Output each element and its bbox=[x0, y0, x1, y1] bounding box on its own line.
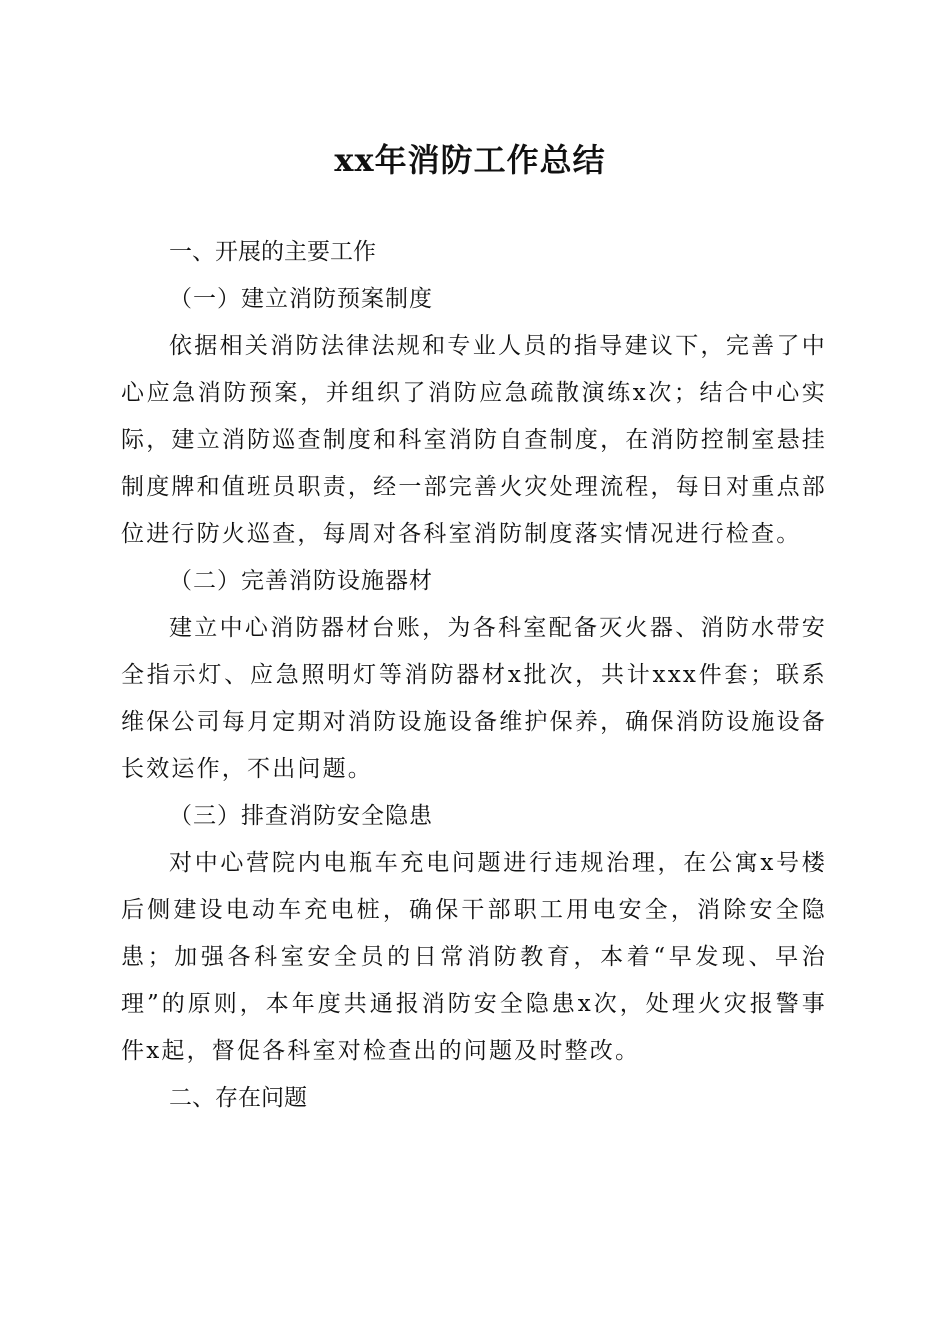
document-title: xx年消防工作总结 bbox=[334, 141, 606, 179]
section-heading-main-work: 一、开展的主要工作 bbox=[169, 239, 376, 265]
subsection-heading-hazard-check: （三）排查消防安全隐患 bbox=[169, 803, 433, 829]
paragraph-fire-equipment: 建立中心消防器材台账，为各科室配备灭火器、消防水带安全指示灯、应急照明灯等消防器材x批次，共计xxx件套；联系维保公司每月定期对消防设施设备维护保养，确保消防设施设备长效运作，不出问题。 bbox=[121, 615, 827, 782]
paragraph-fire-plan: 依据相关消防法律法规和专业人员的指导建议下，完善了中心应急消防预案，并组织了消防应急疏散演练x次；结合中心实际，建立消防巡查制度和科室消防自查制度，在消防控制室悬挂制度牌和值班员职责，经一部完善火灾处理流程，每日对重点部位进行防火巡查，每周对各科室消防制度落实情况进行检查。 bbox=[121, 333, 827, 547]
paragraph-hazard-check: 对中心营院内电瓶车充电问题进行违规治理，在公寓x号楼后侧建设电动车充电桩，确保干部职工用电安全，消除安全隐患；加强各科室安全员的日常消防教育，本着“早发现、早治理”的原则，本年度共通报消防安全隐患x次，处理火灾报警事件x起，督促各科室对检查出的问题及时整改。 bbox=[121, 850, 827, 1064]
subsection-heading-fire-equipment: （二）完善消防设施器材 bbox=[169, 568, 433, 594]
section-heading-problems: 二、存在问题 bbox=[169, 1085, 307, 1111]
subsection-heading-fire-plan: （一）建立消防预案制度 bbox=[169, 286, 433, 312]
document-body bbox=[121, 229, 827, 1122]
